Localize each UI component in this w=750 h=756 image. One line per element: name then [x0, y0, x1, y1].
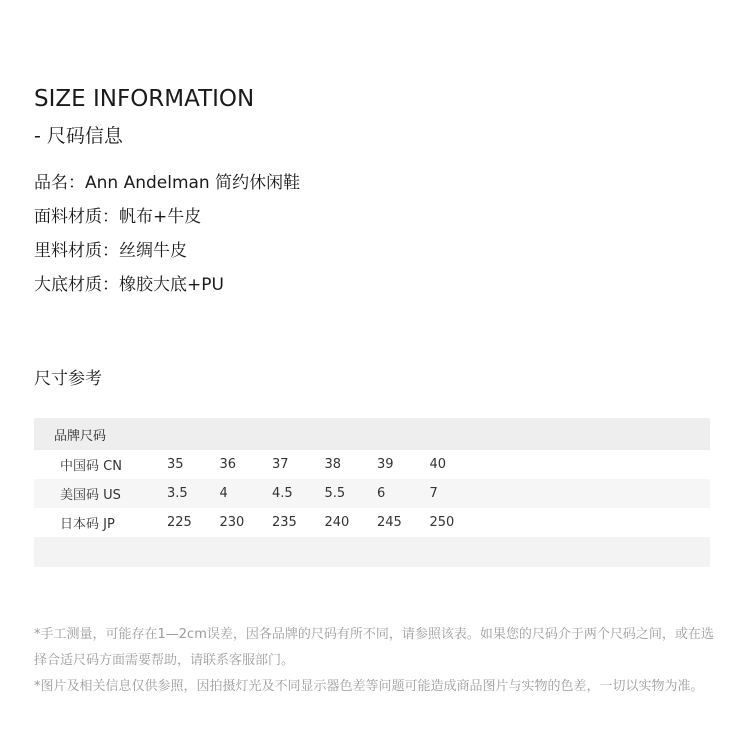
table-row-jp [34, 508, 710, 537]
size-section-title: 尺寸参考 [34, 369, 102, 389]
table-cell: 7 [429, 486, 438, 501]
table-cell: 39 [377, 457, 394, 472]
spec-row-fabric [34, 204, 300, 238]
page-title: SIZE INFORMATION [34, 86, 255, 112]
spec-row-sole [34, 272, 300, 306]
spec-label: 品名： [34, 173, 85, 193]
table-cell: 35 [167, 457, 184, 472]
table-cell: 230 [219, 515, 245, 530]
disclaimer-notes [34, 622, 714, 700]
row-label: 中国码 CN [60, 459, 122, 474]
table-cell: 245 [377, 515, 402, 530]
page-subtitle: - 尺码信息 [34, 125, 123, 147]
spec-label: 面料材质： [34, 207, 119, 227]
table-cell: 37 [272, 457, 289, 472]
row-label: 日本码 JP [60, 517, 115, 532]
spec-label: 里料材质： [34, 241, 119, 261]
row-label: 美国码 US [60, 488, 121, 503]
table-cell: 4.5 [272, 486, 293, 501]
product-spec-list [34, 170, 300, 306]
spec-value: 丝绸牛皮 [119, 241, 187, 261]
table-cell: 4 [219, 486, 228, 501]
table-cell: 38 [324, 457, 342, 472]
spec-value: 帆布+牛皮 [119, 207, 202, 227]
table-cell: 240 [324, 515, 350, 530]
table-cell: 235 [272, 515, 297, 530]
table-empty-row [34, 537, 710, 567]
table-cell: 3.5 [167, 486, 188, 501]
table-cell: 250 [429, 515, 455, 530]
size-table [34, 418, 710, 567]
table-cell: 225 [167, 515, 192, 530]
table-cell: 5.5 [324, 486, 346, 501]
spec-value: Ann Andelman 简约休闲鞋 [85, 173, 301, 193]
image-note: *图片及相关信息仅供参照，因拍摄灯光及不同显示器色差等问题可能造成商品图片与实物的色差，一切以实物为准。 [34, 679, 704, 694]
spec-row-lining [34, 238, 300, 272]
spec-row-name [34, 170, 300, 204]
spec-value: 橡胶大底+PU [119, 275, 224, 295]
table-cell: 36 [219, 457, 237, 472]
measurement-note: *手工测量，可能存在1—2cm误差，因各品牌的尺码有所不同，请参照该表。如果您的尺码介于两个尺码之间，或在选择合适尺码方面需要帮助，请联系客服部门。 [34, 627, 714, 668]
table-row-us [34, 479, 710, 508]
table-header [34, 418, 710, 450]
table-row-cn [34, 450, 710, 479]
table-header-label: 品牌尺码 [54, 428, 107, 444]
table-cell: 6 [377, 486, 386, 501]
table-cell: 40 [429, 457, 447, 472]
spec-label: 大底材质： [34, 275, 119, 295]
